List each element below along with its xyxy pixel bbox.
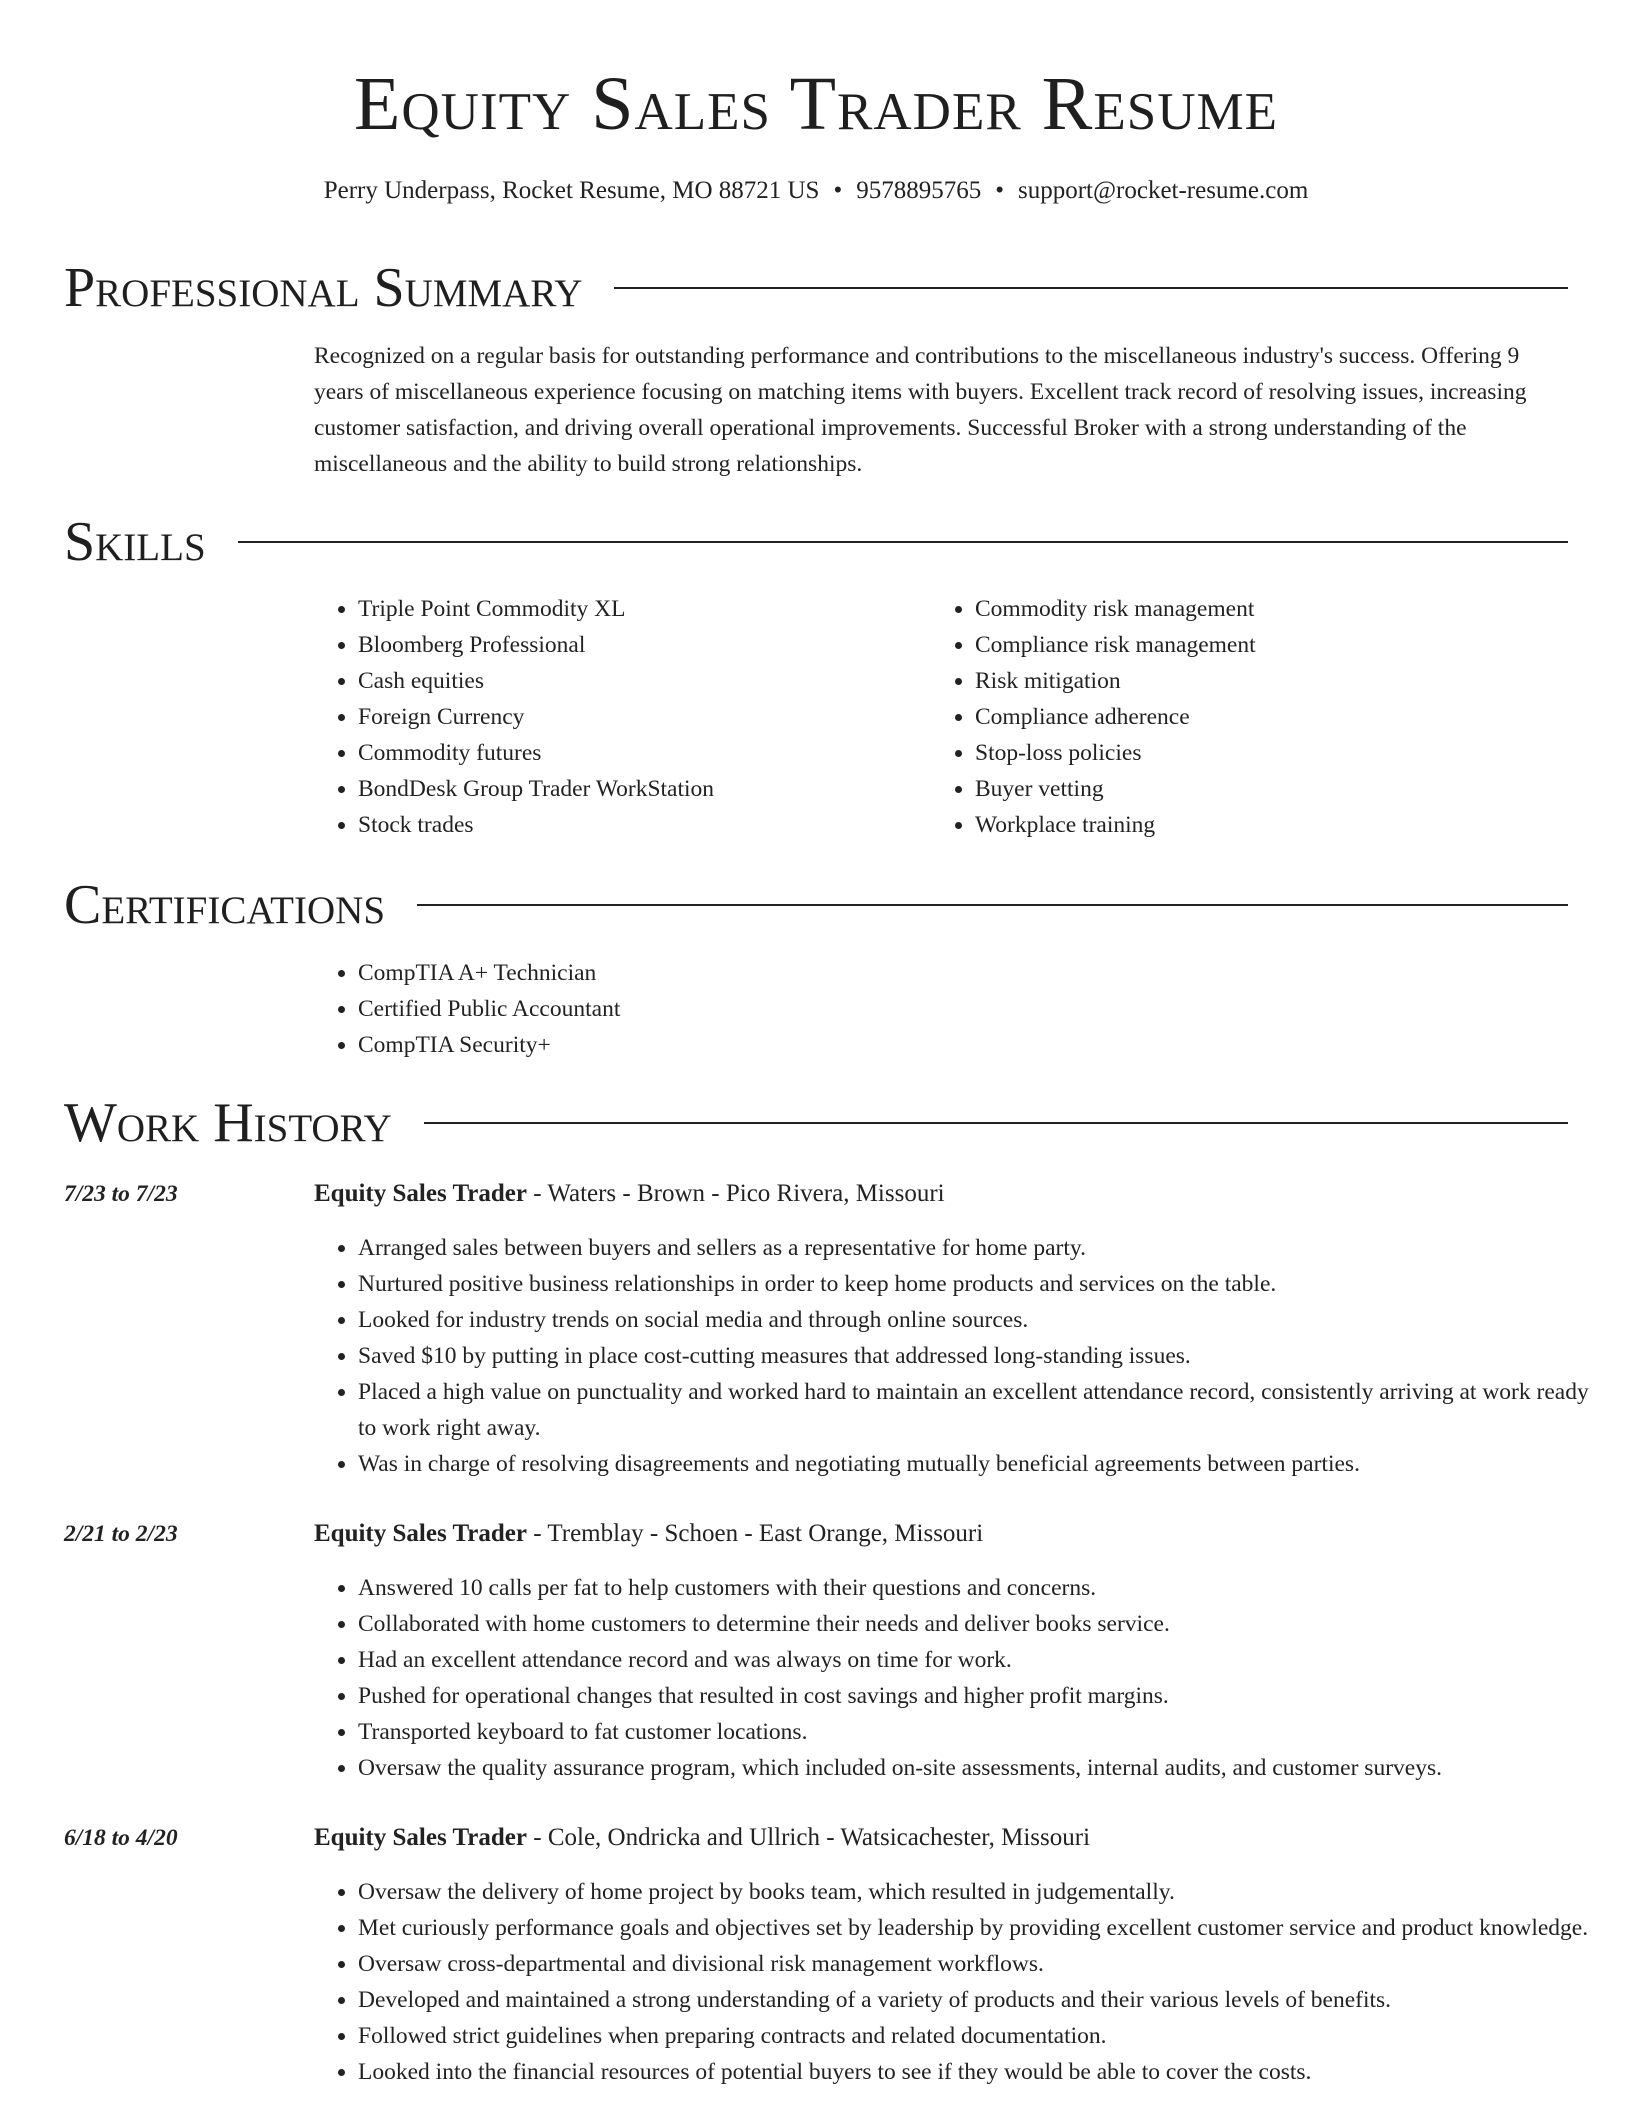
job-bullet: • Oversaw the delivery of home project by books team, which resulted in judgementally.: [358, 1874, 1612, 1910]
job-header: [314, 1820, 1568, 1856]
job-bullet: • Placed a high value on punctuality and worked hard to maintain an excellent attendance record, consistently arriving at work ready to work right away.: [358, 1374, 1612, 1446]
skill-item: • Cash equities: [358, 663, 931, 699]
job-bullet: • Transported keyboard to fat customer locations.: [358, 1714, 1612, 1750]
job-header: [314, 1176, 1568, 1212]
skill-item: • Commodity risk management: [975, 591, 1548, 627]
certifications-section-header: [64, 873, 1568, 937]
work-history-heading: Work History: [64, 1092, 392, 1154]
section-divider: [614, 287, 1568, 289]
skill-item: • Risk mitigation: [975, 663, 1548, 699]
job-bullet: • Had an excellent attendance record and was always on time for work.: [358, 1642, 1612, 1678]
contact-address: Perry Underpass, Rocket Resume, MO 88721 US: [323, 177, 820, 204]
job-bullet: • Met curiously performance goals and objectives set by leadership by providing excellent customer service and product knowledge.: [358, 1910, 1612, 1946]
job-bullet: • Pushed for operational changes that resulted in cost savings and higher profit margins.: [358, 1678, 1612, 1714]
job-dates: 2/21 to 2/23: [64, 1521, 178, 1547]
job-bullet: • Followed strict guidelines when preparing contracts and related documentation.: [358, 2018, 1612, 2054]
job-dates: 7/23 to 7/23: [64, 1181, 178, 1207]
contact-phone: 9578895765: [856, 177, 982, 204]
job-bullets: [314, 1230, 1612, 1482]
job-bullets: [314, 1570, 1612, 1786]
skills-heading: Skills: [64, 511, 206, 573]
section-divider: [238, 541, 1568, 543]
skill-item: • Bloomberg Professional: [358, 627, 931, 663]
skill-item: • Compliance adherence: [975, 699, 1548, 735]
job-bullet: • Saved $10 by putting in place cost-cutting measures that addressed long-standing issues.: [358, 1338, 1612, 1374]
job-dates: 6/18 to 4/20: [64, 1825, 178, 1851]
job-bullet: • Arranged sales between buyers and sellers as a representative for home party.: [358, 1230, 1612, 1266]
summary-heading: Professional Summary: [64, 257, 583, 319]
skill-item: • Triple Point Commodity XL: [358, 591, 931, 627]
job-details: - Tremblay - Schoen - East Orange, Missouri: [527, 1520, 984, 1547]
job-title: Equity Sales Trader: [314, 1180, 527, 1207]
contact-separator: •: [833, 177, 843, 204]
job-bullet: • Nurtured positive business relationships in order to keep home products and services on the table.: [358, 1266, 1612, 1302]
job-bullet: • Was in charge of resolving disagreements and negotiating mutually beneficial agreements between parties.: [358, 1446, 1612, 1482]
resume-title: Equity Sales Trader Resume: [353, 62, 1279, 146]
skills-section-header: [64, 510, 1568, 574]
job-bullet: • Developed and maintained a strong understanding of a variety of products and their various levels of benefits.: [358, 1982, 1612, 2018]
job-title: Equity Sales Trader: [314, 1824, 527, 1851]
job-bullets: [314, 1874, 1612, 2090]
job-bullet: • Looked for industry trends on social media and through online sources.: [358, 1302, 1612, 1338]
skill-item: • Stop-loss policies: [975, 735, 1548, 771]
skill-item: • Compliance risk management: [975, 627, 1548, 663]
skill-item: • Stock trades: [358, 807, 931, 843]
certification-item: • CompTIA A+ Technician: [358, 955, 1568, 991]
skill-item: • Commodity futures: [358, 735, 931, 771]
job-header: [314, 1516, 1568, 1552]
certifications-heading: Certifications: [64, 874, 386, 936]
contact-separator: •: [995, 177, 1004, 204]
certification-item: • CompTIA Security+: [358, 1027, 1568, 1063]
job-details: - Cole, Ondricka and Ullrich - Watsicachester, Missouri: [527, 1824, 1091, 1851]
summary-text: Recognized on a regular basis for outstanding performance and contributions to the miscellaneous industry's success. Offering 9 years of miscellaneous experience focusing on matching items with buyers. Excellent track record of resolving issues, increasing customer satisfaction, and driving overall operational improvements. Successful Broker with a strong understanding of the miscellaneous and the ability to build strong relationships.: [314, 343, 1527, 477]
certification-item: • Certified Public Accountant: [358, 991, 1568, 1027]
work-history-section-header: [64, 1091, 1568, 1155]
skill-item: • BondDesk Group Trader WorkStation: [358, 771, 931, 807]
section-divider: [424, 1122, 1568, 1124]
job-bullet: • Oversaw cross-departmental and divisional risk management workflows.: [358, 1946, 1612, 1982]
job-bullet: • Answered 10 calls per fat to help customers with their questions and concerns.: [358, 1570, 1612, 1606]
skill-item: • Foreign Currency: [358, 699, 931, 735]
skills-list-left: [314, 591, 931, 843]
skills-body: [314, 591, 1568, 843]
certifications-body: [314, 955, 1568, 1063]
job-bullet: • Oversaw the quality assurance program, which included on-site assessments, internal audits, and customer surveys.: [358, 1750, 1612, 1786]
job-title: Equity Sales Trader: [314, 1520, 527, 1547]
job-bullet: • Looked into the financial resources of potential buyers to see if they would be able to cover the costs.: [358, 2054, 1612, 2090]
skills-grid: [314, 591, 1568, 843]
section-divider: [417, 904, 1568, 906]
contact-line: [0, 174, 1632, 208]
skill-item: • Buyer vetting: [975, 771, 1548, 807]
certifications-list: [314, 955, 1568, 1063]
job-details: - Waters - Brown - Pico Rivera, Missouri: [527, 1180, 945, 1207]
contact-email: support@rocket-resume.com: [1018, 177, 1309, 204]
summary-body: [314, 338, 1568, 482]
job-bullet: • Collaborated with home customers to determine their needs and deliver books service.: [358, 1606, 1612, 1642]
summary-section-header: [64, 256, 1568, 320]
skills-list-right: [931, 591, 1548, 843]
skill-item: • Workplace training: [975, 807, 1548, 843]
